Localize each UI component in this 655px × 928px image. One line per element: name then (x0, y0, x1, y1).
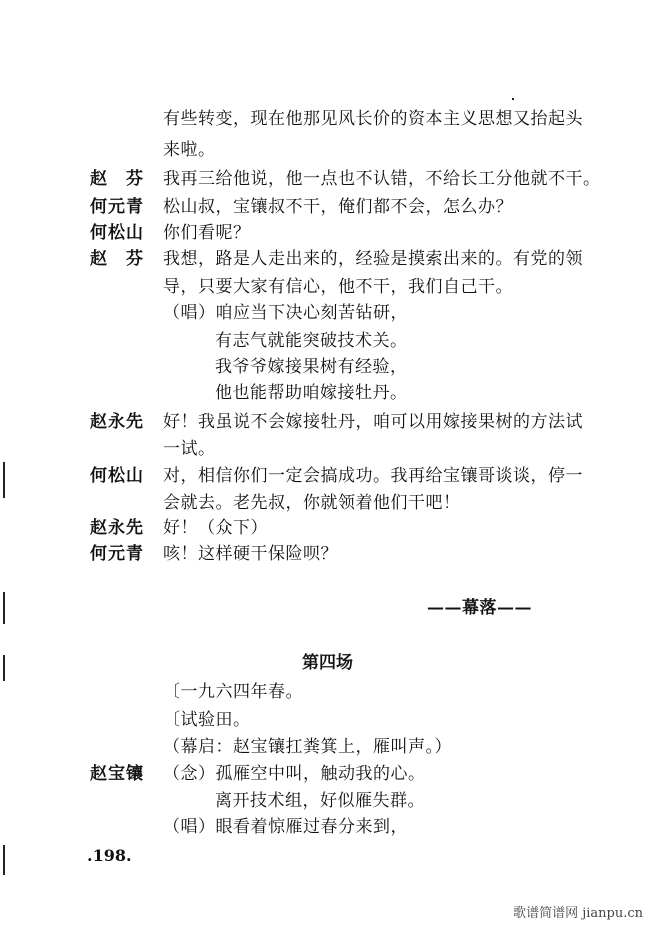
song-line: 我爷爷嫁接果树有经验， (215, 357, 408, 377)
stage-direction: 〔试验田。 (163, 710, 251, 730)
dialogue-line: 好！（众下） (163, 518, 268, 538)
dialogue-line: 一试。 (163, 439, 216, 459)
curtain-falls: ——幕落—— (427, 598, 532, 618)
dialogue-line: 我想，路是人走出来的，经验是摸索出来的。有党的领 (163, 249, 583, 269)
dialogue-line: 好！我虽说不会嫁接牡丹，咱可以用嫁接果树的方法试 (163, 412, 583, 432)
speaker-name: 赵 芬 (90, 169, 144, 189)
dialogue-line: 会就去。老先叔，你就领着他们干吧！ (163, 493, 461, 513)
speaker-name: 赵永先 (90, 412, 144, 432)
binding-mark (3, 845, 5, 875)
binding-mark (3, 462, 5, 498)
recitation-line: 离开技术组，好似雁失群。 (215, 791, 425, 811)
stage-direction: 〔一九六四年春。 (163, 682, 303, 702)
speck-mark (512, 98, 514, 100)
dialogue-line: 我再三给他说，他一点也不认错，不给长工分他就不干。 (163, 169, 601, 189)
song-line: 他也能帮助咱嫁接牡丹。 (215, 383, 408, 403)
binding-mark (3, 592, 5, 624)
dialogue-line: 对，相信你们一定会搞成功。我再给宝镶哥谈谈，停一 (163, 466, 583, 486)
dialogue-line: 松山叔，宝镶叔不干，俺们都不会，怎么办？ (163, 197, 513, 217)
scene-title: 第四场 (302, 653, 353, 673)
dialogue-line: 导，只要大家有信心，他不干，我们自己干。 (163, 277, 513, 297)
speaker-name: 何松山 (90, 466, 144, 486)
speaker-name: 何元青 (90, 197, 144, 217)
dialogue-line: 来啦。 (163, 140, 216, 160)
dialogue-line: 你们看呢？ (163, 223, 251, 243)
speaker-name: 何元青 (90, 544, 144, 564)
dialogue-line: 咳！这样硬干保险呗？ (163, 544, 338, 564)
song-line: （唱）眼看着惊雁过春分来到， (163, 817, 408, 837)
page-number: .198. (87, 846, 132, 865)
recitation-line: （念）孤雁空中叫，触动我的心。 (163, 764, 426, 784)
watermark: 歌谱简谱网 jianpu.cn (513, 906, 643, 921)
dialogue-line: 有些转变，现在他那见风长价的资本主义思想又抬起头 (163, 109, 583, 129)
song-line: 有志气就能突破技术关。 (215, 331, 408, 351)
speaker-name: 赵宝镶 (90, 764, 144, 784)
song-line: （唱）咱应当下决心刻苦钻研， (163, 303, 408, 323)
speaker-name: 赵 芬 (90, 249, 144, 269)
stage-direction: （幕启：赵宝镶扛粪箕上，雁叫声。） (163, 737, 452, 757)
speaker-name: 赵永先 (90, 518, 144, 538)
speaker-name: 何松山 (90, 223, 144, 243)
